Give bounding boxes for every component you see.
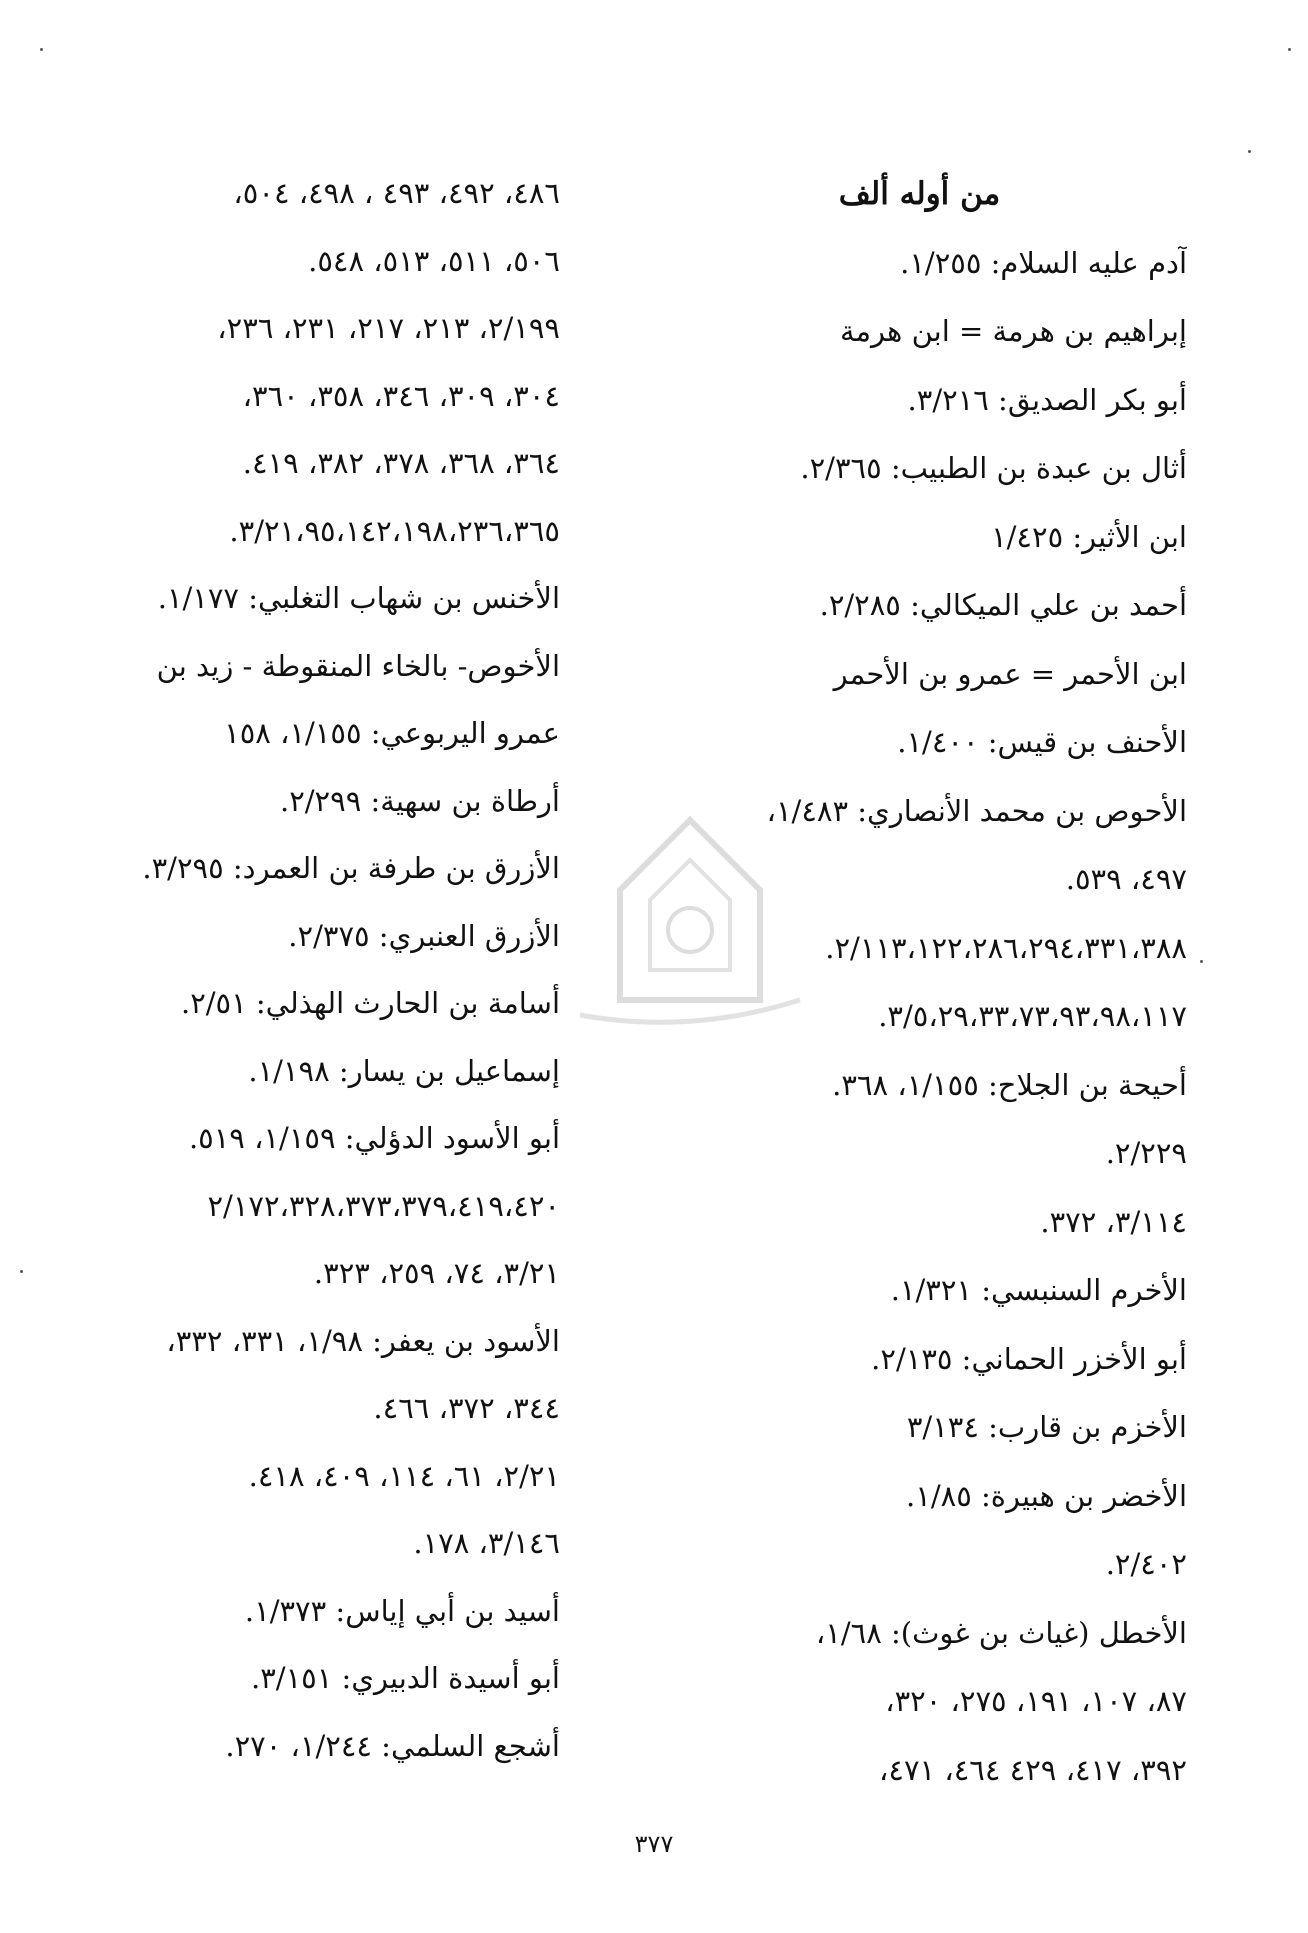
index-entry: الأحوص بن محمد الأنصاري: ١/٤٨٣،: [766, 793, 1187, 828]
scan-speck: [1288, 48, 1291, 51]
index-entry: الأخوص- بالخاء المنقوطة - زيد بن: [156, 648, 560, 683]
index-entry: آدم عليه السلام: ١/٢٥٥.: [900, 245, 1187, 280]
index-entry: إسماعيل بن يسار: ١/١٩٨.: [248, 1053, 560, 1088]
index-entry: ٢/١٧٢،٣٢٨،٣٧٣،٣٧٩،٤١٩،٤٢٠: [207, 1188, 560, 1223]
index-entry: ٣/٥،٢٩،٣٣،٧٣،٩٣،٩٨،١١٧.: [878, 999, 1187, 1033]
index-entry: ٢/١١٣،١٢٢،٢٨٦،٢٩٤،٣٣١،٣٨٨.: [825, 930, 1187, 965]
index-entry: ٢/٢١، ٦١، ١١٤، ٤٠٩، ٤١٨.: [248, 1458, 560, 1493]
index-entry: الأحنف بن قيس: ١/٤٠٠.: [897, 725, 1187, 759]
scan-speck: [40, 48, 43, 51]
index-entry: أسامة بن الحارث الهذلي: ٢/٥١.: [180, 986, 560, 1020]
index-entry: ٣/١٤٦، ١٧٨.: [413, 1526, 560, 1560]
index-entry: عمرو اليربوعي: ١/١٥٥، ١٥٨: [224, 716, 560, 750]
index-entry: أحمد بن علي الميكالي: ٢/٢٨٥.: [819, 588, 1187, 622]
index-column-right: [712, 160, 1187, 1804]
index-entry: ٣٠٤، ٣٠٩، ٣٤٦، ٣٥٨، ٣٦٠،: [242, 378, 560, 413]
scan-speck: [20, 1270, 23, 1273]
index-entry: ٤٨٦، ٤٩٢، ٤٩٣ ، ٤٩٨، ٥٠٤،: [233, 176, 560, 210]
index-entry: ٥٠٦، ٥١١، ٥١٣، ٥٤٨.: [308, 243, 560, 278]
index-entry: ٣٦٤، ٣٦٨، ٣٧٨، ٣٨٢، ٤١٩.: [242, 446, 560, 480]
index-entry: ٣/١١٤، ٣٧٢.: [1040, 1204, 1187, 1239]
index-entry: الأزرق بن طرفة بن العمرد: ٣/٢٩٥.: [142, 851, 560, 885]
index-entry: أرطاة بن سهية: ٢/٢٩٩.: [279, 783, 560, 818]
index-entry: ٢/٤٠٢.: [1105, 1547, 1187, 1581]
index-entry: إبراهيم بن هرمة = ابن هرمة: [839, 314, 1187, 348]
scan-speck: [1248, 150, 1251, 153]
section-heading: من أوله ألف: [838, 176, 1001, 212]
index-entry: الأزرق العنبري: ٢/٣٧٥.: [288, 918, 560, 953]
index-entry: ٨٧، ١٠٧، ١٩١، ٢٧٥، ٣٢٠،: [885, 1684, 1187, 1718]
index-entry: أبو أسيدة الدبيري: ٣/١٥١.: [251, 1661, 560, 1695]
index-column-left: [80, 160, 560, 1780]
index-entry: ٣/٢١،٩٥،١٤٢،١٩٨،٢٣٦،٣٦٥.: [229, 513, 560, 548]
index-entry: أسيد بن أبي إياس: ١/٣٧٣.: [244, 1593, 560, 1628]
index-entry: أبو الأسود الدؤلي: ١/١٥٩، ٥١٩.: [188, 1121, 560, 1155]
index-entry: ٣٩٢، ٤١٧، ٤٢٩ ٤٦٤، ٤٧١،: [879, 1752, 1187, 1787]
index-entry: ٢/٢٢٩.: [1105, 1136, 1187, 1170]
index-entry: ٤٩٧، ٥٣٩.: [1065, 862, 1187, 896]
index-entry: الأخرم السنبسي: ١/٣٢١.: [890, 1273, 1187, 1307]
index-entry: أشجع السلمي: ١/٢٤٤، ٢٧٠.: [225, 1728, 560, 1763]
index-entry: ابن الأثير: ١/٤٢٥: [991, 519, 1187, 554]
index-entry: أبو بكر الصديق: ٣/٢١٦.: [907, 382, 1187, 417]
index-entry: الأخطل (غياث بن غوث): ١/٦٨،: [815, 1615, 1187, 1650]
page-number: ٣٧٧: [634, 1830, 674, 1858]
index-entry: ٣٤٤، ٣٧٢، ٤٦٦.: [373, 1391, 560, 1425]
index-entry: الأخنس بن شهاب التغلبي: ١/١٧٧.: [157, 581, 560, 615]
index-entry: أثال بن عبدة بن الطبيب: ٢/٣٦٥.: [800, 451, 1187, 485]
index-entry: أحيحة بن الجلاح: ١/١٥٥، ٣٦٨.: [832, 1067, 1187, 1102]
index-entry: الأخزم بن قارب: ٣/١٣٤: [906, 1410, 1187, 1444]
index-entry: أبو الأخزر الحماني: ٢/١٣٥.: [871, 1341, 1187, 1376]
scan-speck: [1200, 960, 1203, 963]
index-entry: ٣/٢١، ٧٤، ٢٥٩، ٣٢٣.: [313, 1256, 560, 1290]
index-entry: ابن الأحمر = عمرو بن الأحمر: [833, 656, 1187, 691]
index-entry: الأسود بن يعفر: ١/٩٨، ٣٣١، ٣٣٢،: [166, 1323, 560, 1358]
index-entry: الأخضر بن هبيرة: ١/٨٥.: [906, 1478, 1187, 1513]
index-entry: ٢/١٩٩، ٢١٣، ٢١٧، ٢٣١، ٢٣٦،: [217, 311, 560, 345]
